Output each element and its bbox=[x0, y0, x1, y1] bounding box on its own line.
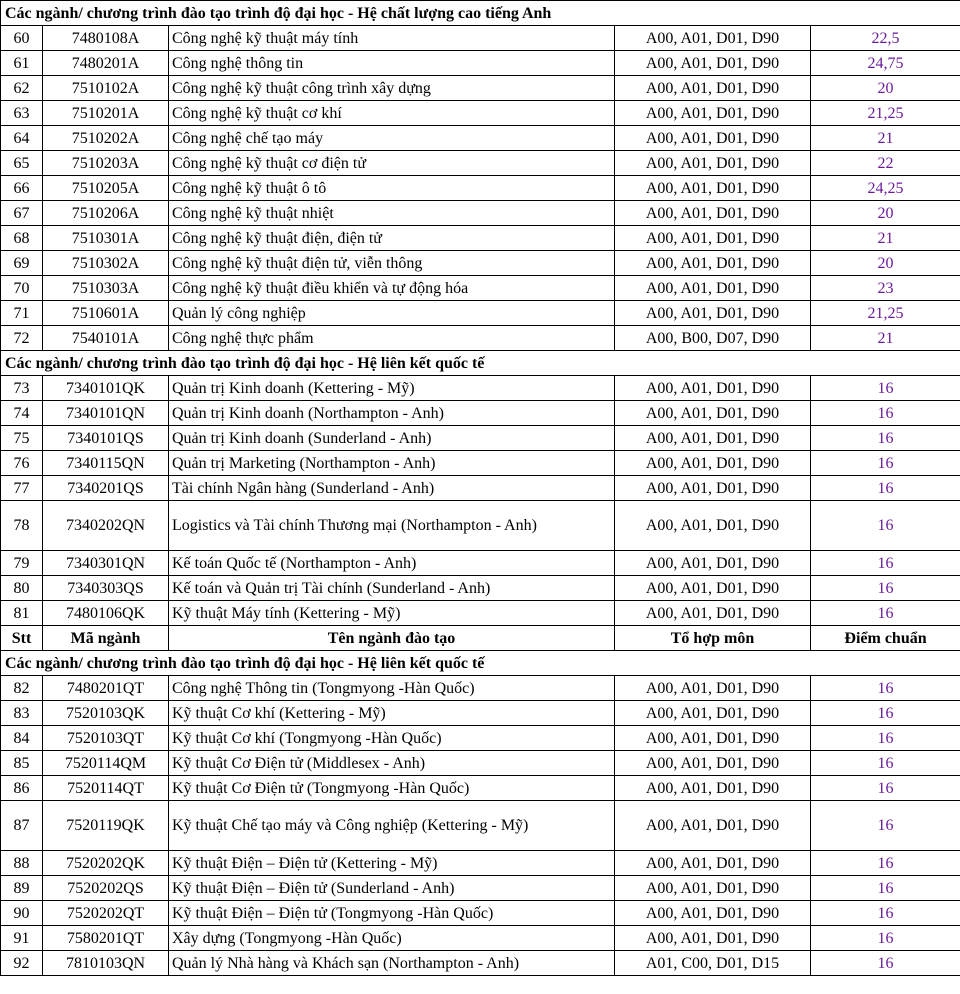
section-header-row bbox=[1, 351, 960, 376]
program-name: Công nghệ thực phẩm bbox=[169, 326, 615, 351]
program-code: 7520114QM bbox=[43, 751, 169, 776]
cutoff-score: 16 bbox=[811, 501, 960, 551]
row-number: 62 bbox=[1, 76, 43, 101]
row-number: 82 bbox=[1, 676, 43, 701]
table-row bbox=[1, 776, 960, 801]
cutoff-score: 16 bbox=[811, 776, 960, 801]
program-code: 7520202QS bbox=[43, 876, 169, 901]
cutoff-score: 16 bbox=[811, 376, 960, 401]
program-code: 7480201A bbox=[43, 51, 169, 76]
table-row bbox=[1, 601, 960, 626]
program-name: Quản trị Marketing (Northampton - Anh) bbox=[169, 451, 615, 476]
program-code: 7540101A bbox=[43, 326, 169, 351]
subject-combination: A00, A01, D01, D90 bbox=[615, 101, 811, 126]
cutoff-score: 23 bbox=[811, 276, 960, 301]
row-number: 88 bbox=[1, 851, 43, 876]
program-code: 7510102A bbox=[43, 76, 169, 101]
row-number: 84 bbox=[1, 726, 43, 751]
program-name: Kỹ thuật Cơ Điện tử (Middlesex - Anh) bbox=[169, 751, 615, 776]
table-row bbox=[1, 226, 960, 251]
table-row bbox=[1, 676, 960, 701]
row-number: 70 bbox=[1, 276, 43, 301]
program-name: Kỹ thuật Điện – Điện tử (Sunderland - Anh) bbox=[169, 876, 615, 901]
subject-combination: A00, A01, D01, D90 bbox=[615, 451, 811, 476]
table-row bbox=[1, 151, 960, 176]
table-row bbox=[1, 551, 960, 576]
header-score: Điểm chuẩn bbox=[811, 626, 960, 651]
subject-combination: A00, A01, D01, D90 bbox=[615, 926, 811, 951]
subject-combination: A00, B00, D07, D90 bbox=[615, 326, 811, 351]
subject-combination: A00, A01, D01, D90 bbox=[615, 401, 811, 426]
row-number: 92 bbox=[1, 951, 43, 976]
subject-combination: A00, A01, D01, D90 bbox=[615, 476, 811, 501]
table-row bbox=[1, 726, 960, 751]
program-name: Kỹ thuật Cơ khí (Kettering - Mỹ) bbox=[169, 701, 615, 726]
table-row bbox=[1, 901, 960, 926]
header-code: Mã ngành bbox=[43, 626, 169, 651]
table-row bbox=[1, 876, 960, 901]
program-code: 7510601A bbox=[43, 301, 169, 326]
subject-combination: A00, A01, D01, D90 bbox=[615, 776, 811, 801]
cutoff-score: 20 bbox=[811, 251, 960, 276]
table-row bbox=[1, 751, 960, 776]
subject-combination: A00, A01, D01, D90 bbox=[615, 501, 811, 551]
cutoff-score: 21 bbox=[811, 326, 960, 351]
program-name: Công nghệ kỹ thuật điện, điện tử bbox=[169, 226, 615, 251]
cutoff-score: 24,75 bbox=[811, 51, 960, 76]
table-row bbox=[1, 501, 960, 551]
cutoff-score: 16 bbox=[811, 926, 960, 951]
table-row bbox=[1, 76, 960, 101]
row-number: 90 bbox=[1, 901, 43, 926]
row-number: 64 bbox=[1, 126, 43, 151]
program-code: 7510203A bbox=[43, 151, 169, 176]
cutoff-score: 16 bbox=[811, 851, 960, 876]
program-code: 7520103QK bbox=[43, 701, 169, 726]
cutoff-score: 16 bbox=[811, 726, 960, 751]
cutoff-score: 16 bbox=[811, 601, 960, 626]
program-code: 7520202QT bbox=[43, 901, 169, 926]
row-number: 75 bbox=[1, 426, 43, 451]
program-name: Kỹ thuật Máy tính (Kettering - Mỹ) bbox=[169, 601, 615, 626]
program-code: 7510303A bbox=[43, 276, 169, 301]
header-stt: Stt bbox=[1, 626, 43, 651]
row-number: 79 bbox=[1, 551, 43, 576]
subject-combination: A00, A01, D01, D90 bbox=[615, 76, 811, 101]
program-code: 7340115QN bbox=[43, 451, 169, 476]
program-code: 7580201QT bbox=[43, 926, 169, 951]
program-name: Kỹ thuật Điện – Điện tử (Tongmyong -Hàn Quốc) bbox=[169, 901, 615, 926]
table-row bbox=[1, 126, 960, 151]
program-code: 7520114QT bbox=[43, 776, 169, 801]
program-code: 7510302A bbox=[43, 251, 169, 276]
table-row bbox=[1, 926, 960, 951]
program-name: Công nghệ thông tin bbox=[169, 51, 615, 76]
subject-combination: A00, A01, D01, D90 bbox=[615, 901, 811, 926]
subject-combination: A00, A01, D01, D90 bbox=[615, 376, 811, 401]
row-number: 81 bbox=[1, 601, 43, 626]
program-name: Kỹ thuật Cơ Điện tử (Tongmyong -Hàn Quốc) bbox=[169, 776, 615, 801]
cutoff-score: 16 bbox=[811, 751, 960, 776]
program-name: Công nghệ kỹ thuật cơ điện tử bbox=[169, 151, 615, 176]
program-name: Công nghệ kỹ thuật công trình xây dựng bbox=[169, 76, 615, 101]
row-number: 60 bbox=[1, 26, 43, 51]
subject-combination: A00, A01, D01, D90 bbox=[615, 676, 811, 701]
row-number: 69 bbox=[1, 251, 43, 276]
program-code: 7480201QT bbox=[43, 676, 169, 701]
table-row bbox=[1, 201, 960, 226]
cutoff-score: 16 bbox=[811, 876, 960, 901]
subject-combination: A00, A01, D01, D90 bbox=[615, 751, 811, 776]
row-number: 80 bbox=[1, 576, 43, 601]
program-name: Công nghệ Thông tin (Tongmyong -Hàn Quốc) bbox=[169, 676, 615, 701]
cutoff-score: 21,25 bbox=[811, 301, 960, 326]
header-name: Tên ngành đào tạo bbox=[169, 626, 615, 651]
section-title: Các ngành/ chương trình đào tạo trình độ đại học - Hệ liên kết quốc tế bbox=[1, 351, 960, 376]
row-number: 91 bbox=[1, 926, 43, 951]
subject-combination: A01, C00, D01, D15 bbox=[615, 951, 811, 976]
table-row bbox=[1, 176, 960, 201]
table-body bbox=[1, 1, 960, 976]
row-number: 61 bbox=[1, 51, 43, 76]
section-header-row bbox=[1, 651, 960, 676]
table-row bbox=[1, 951, 960, 976]
subject-combination: A00, A01, D01, D90 bbox=[615, 876, 811, 901]
program-name: Công nghệ kỹ thuật nhiệt bbox=[169, 201, 615, 226]
program-name: Công nghệ chế tạo máy bbox=[169, 126, 615, 151]
program-code: 7340101QN bbox=[43, 401, 169, 426]
program-name: Công nghệ kỹ thuật ô tô bbox=[169, 176, 615, 201]
row-number: 87 bbox=[1, 801, 43, 851]
program-code: 7480106QK bbox=[43, 601, 169, 626]
row-number: 85 bbox=[1, 751, 43, 776]
row-number: 77 bbox=[1, 476, 43, 501]
subject-combination: A00, A01, D01, D90 bbox=[615, 576, 811, 601]
table-row bbox=[1, 101, 960, 126]
cutoff-score: 16 bbox=[811, 801, 960, 851]
cutoff-score: 16 bbox=[811, 476, 960, 501]
subject-combination: A00, A01, D01, D90 bbox=[615, 851, 811, 876]
cutoff-score: 16 bbox=[811, 426, 960, 451]
program-code: 7510205A bbox=[43, 176, 169, 201]
subject-combination: A00, A01, D01, D90 bbox=[615, 26, 811, 51]
cutoff-score: 21 bbox=[811, 126, 960, 151]
row-number: 65 bbox=[1, 151, 43, 176]
subject-combination: A00, A01, D01, D90 bbox=[615, 51, 811, 76]
program-code: 7510201A bbox=[43, 101, 169, 126]
table-row bbox=[1, 476, 960, 501]
cutoff-score: 16 bbox=[811, 401, 960, 426]
subject-combination: A00, A01, D01, D90 bbox=[615, 126, 811, 151]
program-code: 7340202QN bbox=[43, 501, 169, 551]
cutoff-score: 16 bbox=[811, 701, 960, 726]
cutoff-score: 24,25 bbox=[811, 176, 960, 201]
program-name: Công nghệ kỹ thuật cơ khí bbox=[169, 101, 615, 126]
row-number: 76 bbox=[1, 451, 43, 476]
program-name: Quản lý công nghiệp bbox=[169, 301, 615, 326]
cutoff-score: 21,25 bbox=[811, 101, 960, 126]
program-name: Quản lý Nhà hàng và Khách sạn (Northampton - Anh) bbox=[169, 951, 615, 976]
table-row bbox=[1, 326, 960, 351]
row-number: 63 bbox=[1, 101, 43, 126]
row-number: 73 bbox=[1, 376, 43, 401]
cutoff-score: 16 bbox=[811, 551, 960, 576]
section-title: Các ngành/ chương trình đào tạo trình độ đại học - Hệ liên kết quốc tế bbox=[1, 651, 960, 676]
cutoff-score: 16 bbox=[811, 901, 960, 926]
row-number: 68 bbox=[1, 226, 43, 251]
table-row bbox=[1, 26, 960, 51]
column-header-row bbox=[1, 626, 960, 651]
table-row bbox=[1, 401, 960, 426]
cutoff-score: 20 bbox=[811, 76, 960, 101]
cutoff-score: 16 bbox=[811, 676, 960, 701]
subject-combination: A00, A01, D01, D90 bbox=[615, 551, 811, 576]
row-number: 78 bbox=[1, 501, 43, 551]
subject-combination: A00, A01, D01, D90 bbox=[615, 801, 811, 851]
program-name: Kế toán và Quản trị Tài chính (Sunderland - Anh) bbox=[169, 576, 615, 601]
table-row bbox=[1, 276, 960, 301]
program-code: 7340101QK bbox=[43, 376, 169, 401]
program-name: Tài chính Ngân hàng (Sunderland - Anh) bbox=[169, 476, 615, 501]
program-code: 7520103QT bbox=[43, 726, 169, 751]
row-number: 83 bbox=[1, 701, 43, 726]
header-combo: Tổ hợp môn bbox=[615, 626, 811, 651]
subject-combination: A00, A01, D01, D90 bbox=[615, 726, 811, 751]
program-code: 7510301A bbox=[43, 226, 169, 251]
table-row bbox=[1, 376, 960, 401]
program-name: Công nghệ kỹ thuật điều khiển và tự động hóa bbox=[169, 276, 615, 301]
cutoff-score: 16 bbox=[811, 576, 960, 601]
cutoff-score: 20 bbox=[811, 201, 960, 226]
program-name: Kế toán Quốc tế (Northampton - Anh) bbox=[169, 551, 615, 576]
program-name: Quản trị Kinh doanh (Kettering - Mỹ) bbox=[169, 376, 615, 401]
table-row bbox=[1, 451, 960, 476]
subject-combination: A00, A01, D01, D90 bbox=[615, 226, 811, 251]
cutoff-score: 22 bbox=[811, 151, 960, 176]
row-number: 86 bbox=[1, 776, 43, 801]
program-name: Logistics và Tài chính Thương mại (Northampton - Anh) bbox=[169, 501, 615, 551]
program-name: Quản trị Kinh doanh (Sunderland - Anh) bbox=[169, 426, 615, 451]
program-name: Xây dựng (Tongmyong -Hàn Quốc) bbox=[169, 926, 615, 951]
row-number: 89 bbox=[1, 876, 43, 901]
row-number: 72 bbox=[1, 326, 43, 351]
subject-combination: A00, A01, D01, D90 bbox=[615, 151, 811, 176]
program-name: Kỹ thuật Chế tạo máy và Công nghiệp (Kettering - Mỹ) bbox=[169, 801, 615, 851]
program-code: 7810103QN bbox=[43, 951, 169, 976]
cutoff-score: 22,5 bbox=[811, 26, 960, 51]
program-name: Công nghệ kỹ thuật điện tử, viễn thông bbox=[169, 251, 615, 276]
table-row bbox=[1, 251, 960, 276]
subject-combination: A00, A01, D01, D90 bbox=[615, 251, 811, 276]
subject-combination: A00, A01, D01, D90 bbox=[615, 426, 811, 451]
row-number: 74 bbox=[1, 401, 43, 426]
section-header-row bbox=[1, 1, 960, 26]
program-code: 7340101QS bbox=[43, 426, 169, 451]
table-row bbox=[1, 426, 960, 451]
subject-combination: A00, A01, D01, D90 bbox=[615, 701, 811, 726]
row-number: 71 bbox=[1, 301, 43, 326]
subject-combination: A00, A01, D01, D90 bbox=[615, 301, 811, 326]
program-code: 7480108A bbox=[43, 26, 169, 51]
row-number: 66 bbox=[1, 176, 43, 201]
table-row bbox=[1, 801, 960, 851]
program-name: Công nghệ kỹ thuật máy tính bbox=[169, 26, 615, 51]
program-code: 7340301QN bbox=[43, 551, 169, 576]
cutoff-score: 21 bbox=[811, 226, 960, 251]
program-code: 7340303QS bbox=[43, 576, 169, 601]
subject-combination: A00, A01, D01, D90 bbox=[615, 601, 811, 626]
subject-combination: A00, A01, D01, D90 bbox=[615, 201, 811, 226]
program-code: 7340201QS bbox=[43, 476, 169, 501]
table-row bbox=[1, 301, 960, 326]
section-title: Các ngành/ chương trình đào tạo trình độ đại học - Hệ chất lượng cao tiếng Anh bbox=[1, 1, 960, 26]
program-code: 7520202QK bbox=[43, 851, 169, 876]
program-name: Kỹ thuật Cơ khí (Tongmyong -Hàn Quốc) bbox=[169, 726, 615, 751]
program-name: Kỹ thuật Điện – Điện tử (Kettering - Mỹ) bbox=[169, 851, 615, 876]
row-number: 67 bbox=[1, 201, 43, 226]
subject-combination: A00, A01, D01, D90 bbox=[615, 276, 811, 301]
cutoff-score: 16 bbox=[811, 451, 960, 476]
program-code: 7510202A bbox=[43, 126, 169, 151]
cutoff-score: 16 bbox=[811, 951, 960, 976]
program-code: 7510206A bbox=[43, 201, 169, 226]
program-name: Quản trị Kinh doanh (Northampton - Anh) bbox=[169, 401, 615, 426]
subject-combination: A00, A01, D01, D90 bbox=[615, 176, 811, 201]
table-row bbox=[1, 851, 960, 876]
table-row bbox=[1, 51, 960, 76]
table-row bbox=[1, 701, 960, 726]
program-code: 7520119QK bbox=[43, 801, 169, 851]
table-row bbox=[1, 576, 960, 601]
